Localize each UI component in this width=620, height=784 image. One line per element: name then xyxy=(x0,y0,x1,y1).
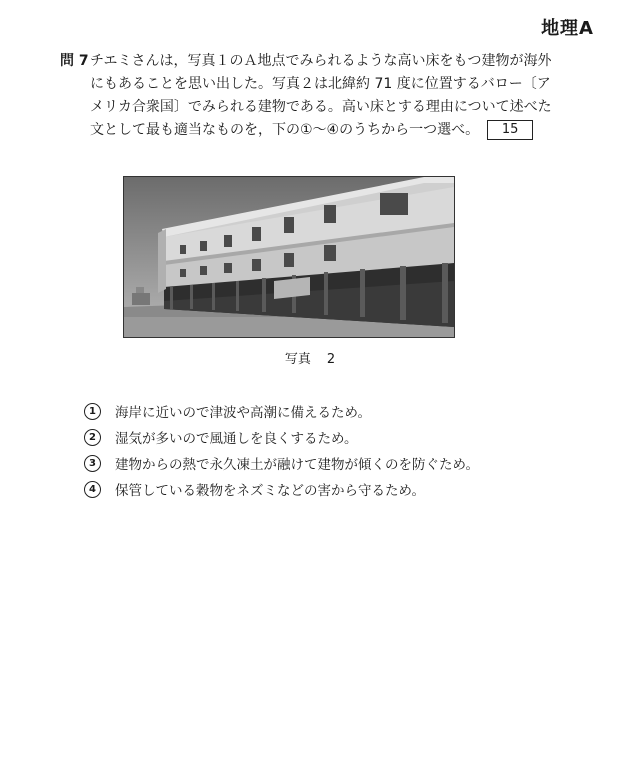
question-body: チエミさんは，写真１のＡ地点でみられるような高い床をもつ建物が海外にもあることを思い出した。写真２は北緯約 71 度に位置するバロー〔アメリカ合衆国〕でみられる建物である。高い床とする理由について述べた文として最も適当なものを，下の①～④のうちから一つ選べ。 xyxy=(90,53,552,138)
question-text xyxy=(90,50,560,142)
photo-caption xyxy=(0,348,620,367)
choice-marker: 3 xyxy=(84,455,101,472)
choice-text: 湿気が多いので風通しを良くするため。 xyxy=(115,431,358,447)
choice-item xyxy=(84,476,564,502)
choice-marker: 1 xyxy=(84,403,101,420)
caption-label: 写真 xyxy=(284,352,311,367)
subject-header: 地理A xyxy=(541,18,594,39)
choice-marker: 4 xyxy=(84,481,101,498)
choice-text: 海岸に近いので津波や高潮に備えるため。 xyxy=(115,405,371,421)
choice-item xyxy=(84,450,564,476)
caption-number: 2 xyxy=(326,352,336,367)
choice-list xyxy=(84,398,564,502)
choice-text: 建物からの熱で永久凍土が融けて建物が傾くのを防ぐため。 xyxy=(115,457,479,473)
choice-text: 保管している穀物をネズミなどの害から守るため。 xyxy=(115,483,425,499)
photo-building xyxy=(123,176,455,338)
choice-marker: 2 xyxy=(84,429,101,446)
answer-number-box: 15 xyxy=(487,120,533,140)
choice-item xyxy=(84,424,564,450)
question-number: 問 7 xyxy=(60,53,89,69)
choice-item xyxy=(84,398,564,424)
building-photo-image xyxy=(124,177,454,337)
